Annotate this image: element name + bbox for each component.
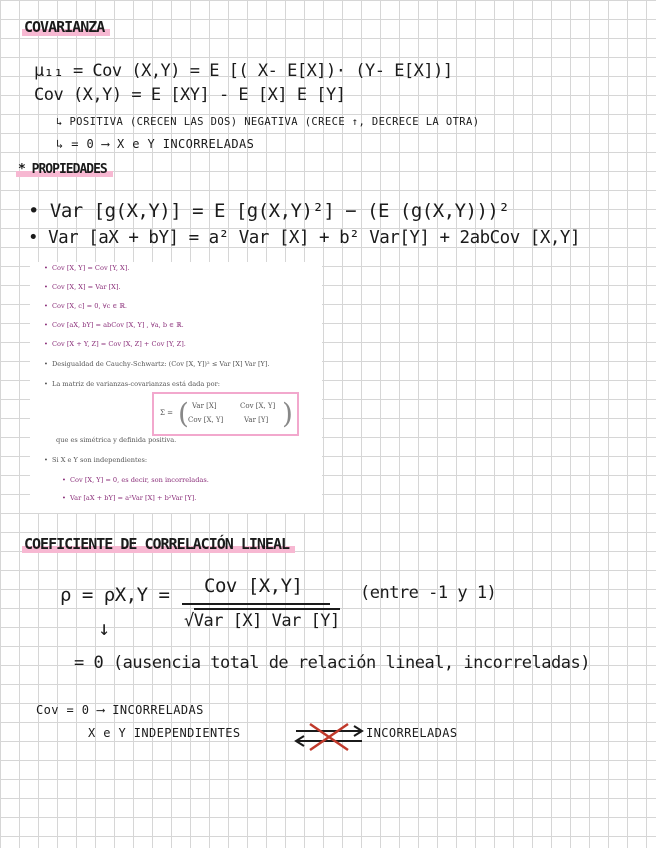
incorreladas-label: INCORRELADAS	[366, 726, 458, 740]
excerpt-item: • Cov [aX, bY] = abCov [X, Y] , ∀a, b ∈ ℝ.	[44, 321, 184, 329]
matrix-a21: Cov [X, Y]	[188, 416, 224, 424]
excerpt-item: • Cov [X, Y] = Cov [Y, X].	[44, 264, 130, 272]
arrow-icon: ↳	[56, 116, 70, 128]
propiedades-title: * PROPIEDADES	[16, 162, 113, 177]
sqrt-icon: √	[184, 611, 194, 631]
covariance-zero-note: ↳ = 0 ⟶ X e Y INCORRELADAS	[56, 137, 255, 151]
excerpt-item: • Cov [X, c] = 0, ∀c ∈ ℝ.	[44, 302, 127, 310]
matrix-a11: Var [X]	[192, 402, 217, 410]
matrix-a22: Var [Y]	[244, 416, 269, 424]
excerpt-subitem: • Cov [X, Y] = 0, es decir, son incorreladas.	[62, 476, 209, 484]
independence-label: X e Y INDEPENDIENTES	[88, 726, 241, 740]
rho-lhs: ρ = ρX,Y =	[60, 584, 170, 606]
covariance-formula: Cov (X,Y) = E [XY] - E [X] E [Y]	[34, 85, 346, 105]
rho-range-note: (entre -1 y 1)	[360, 583, 497, 603]
rho-numerator: Cov [X,Y]	[204, 575, 303, 597]
right-paren: )	[282, 397, 293, 430]
sigma-symbol: Σ =	[160, 409, 174, 417]
covariance-sign-note: ↳ POSITIVA (CRECEN LAS DOS) NEGATIVA (CRECE ↑, DECRECE LA OTRA)	[56, 116, 480, 128]
arrow-icon: ↳	[56, 137, 72, 151]
excerpt-item: • Cov [X, X] = Var [X].	[44, 283, 121, 291]
down-arrow-icon: ↓	[98, 616, 110, 640]
covarianza-title: COVARIANZA	[22, 18, 110, 36]
variance-linear-property: • Var [aX + bY] = a² Var [X] + b² Var[Y] + 2abCov [X,Y]	[28, 228, 580, 248]
rho-denominator: √Var [X] Var [Y]	[184, 611, 340, 631]
excerpt-item: • Desigualdad de Cauchy-Schwartz: (Cov [X, Y])² ≤ Var [X] Var [Y].	[44, 360, 270, 368]
excerpt-subitem: • Var [aX + bY] = a²Var [X] + b²Var [Y].	[62, 494, 197, 502]
left-paren: (	[178, 397, 189, 430]
correlation-title: COEFICIENTE DE CORRELACIÓN LINEAL	[22, 535, 295, 553]
variance-property: • Var [g(X,Y)] = E [g(X,Y)²] − (E (g(X,Y)))²	[28, 200, 510, 222]
excerpt-item: • Cov [X + Y, Z] = Cov [X, Z] + Cov [Y, Z].	[44, 340, 186, 348]
covariance-definition: μ₁₁ = Cov (X,Y) = E [( X- E[X])· (Y- E[X])]	[34, 61, 453, 81]
excerpt-item: • La matriz de varianzas-covarianzas está dada por:	[44, 380, 220, 388]
excerpt-item: • Si X e Y son independientes:	[44, 456, 148, 464]
rho-zero-note: = 0 (ausencia total de relación lineal, incorreladas)	[74, 653, 590, 673]
excerpt-matrix-note: que es simétrica y definida positiva.	[56, 436, 177, 444]
matrix-a12: Cov [X, Y]	[240, 402, 276, 410]
cov-zero-note: Cov = 0 ⟶ INCORRELADAS	[36, 703, 204, 717]
